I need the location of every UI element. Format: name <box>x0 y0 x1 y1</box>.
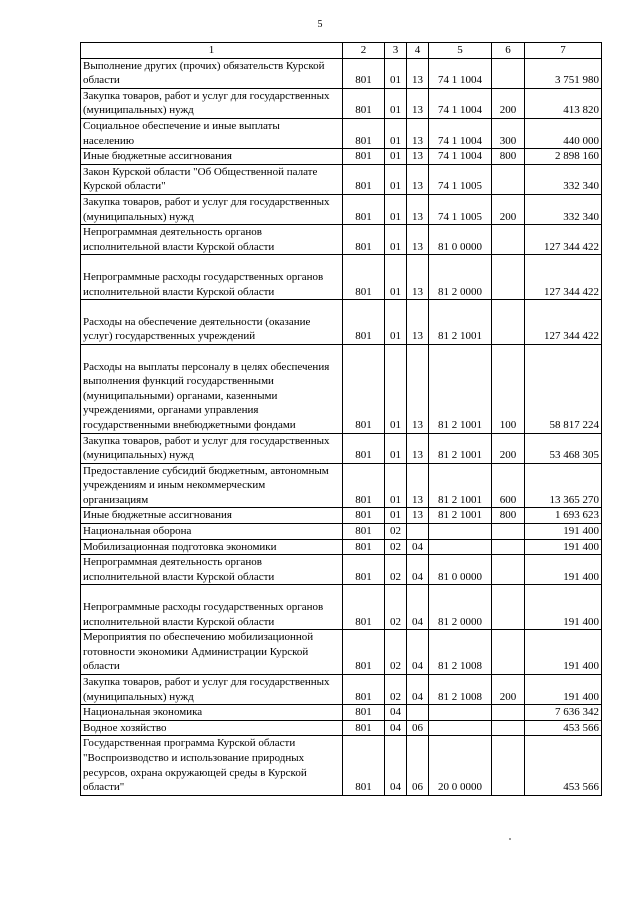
cell-name: Государственная программа Курской области "Воспроизводство и использование природных ресурсов, охрана окружающей среды в Курской области" <box>81 736 343 795</box>
cell-podr: 13 <box>407 300 429 345</box>
cell-ved: 801 <box>343 675 385 705</box>
cell-name: Мероприятия по обеспечению мобилизационной готовности экономики Администрации Курской области <box>81 630 343 675</box>
cell-razd: 04 <box>385 720 407 736</box>
header-cell-csr: 5 <box>429 43 492 59</box>
table-row <box>81 88 602 118</box>
cell-sum: 2 898 160 <box>525 149 602 165</box>
cell-podr: 13 <box>407 88 429 118</box>
cell-name: Расходы на выплаты персоналу в целях обеспечения выполнения функций государственными (муниципальными) органами, казенными учреждениями, органами управления государственными внебюджетными фондами <box>81 344 343 433</box>
cell-csr: 81 2 1001 <box>429 508 492 524</box>
cell-csr: 74 1 1004 <box>429 88 492 118</box>
cell-razd: 01 <box>385 194 407 224</box>
table-row <box>81 433 602 463</box>
cell-vr: 300 <box>492 118 525 148</box>
cell-ved: 801 <box>343 555 385 585</box>
cell-ved: 801 <box>343 539 385 555</box>
cell-sum: 440 000 <box>525 118 602 148</box>
cell-name: Социальное обеспечение и иные выплаты населению <box>81 118 343 148</box>
cell-name: Непрограммная деятельность органов исполнительной власти Курской области <box>81 225 343 255</box>
table-row <box>81 225 602 255</box>
cell-sum: 127 344 422 <box>525 300 602 345</box>
table-row <box>81 720 602 736</box>
cell-vr <box>492 539 525 555</box>
table-row <box>81 255 602 300</box>
cell-vr: 200 <box>492 194 525 224</box>
cell-name: Выполнение других (прочих) обязательств Курской области <box>81 58 343 88</box>
cell-csr: 81 2 1001 <box>429 300 492 345</box>
header-cell-sum: 7 <box>525 43 602 59</box>
header-cell-razd: 3 <box>385 43 407 59</box>
cell-razd: 01 <box>385 88 407 118</box>
cell-vr <box>492 720 525 736</box>
cell-sum: 53 468 305 <box>525 433 602 463</box>
table-row <box>81 508 602 524</box>
cell-podr: 04 <box>407 675 429 705</box>
cell-ved: 801 <box>343 508 385 524</box>
cell-ved: 801 <box>343 225 385 255</box>
cell-razd: 02 <box>385 555 407 585</box>
cell-ved: 801 <box>343 255 385 300</box>
cell-podr: 13 <box>407 58 429 88</box>
cell-podr: 13 <box>407 164 429 194</box>
cell-csr <box>429 539 492 555</box>
cell-csr: 81 2 1001 <box>429 433 492 463</box>
cell-vr <box>492 164 525 194</box>
cell-csr: 74 1 1004 <box>429 118 492 148</box>
cell-vr <box>492 705 525 721</box>
cell-csr: 81 0 0000 <box>429 225 492 255</box>
cell-razd: 02 <box>385 585 407 630</box>
cell-csr: 81 2 1001 <box>429 344 492 433</box>
cell-sum: 58 817 224 <box>525 344 602 433</box>
cell-name: Предоставление субсидий бюджетным, автономным учреждениям и иным некоммерческим организациям <box>81 463 343 508</box>
cell-name: Закупка товаров, работ и услуг для государственных (муниципальных) нужд <box>81 194 343 224</box>
cell-ved: 801 <box>343 300 385 345</box>
header-cell-podr: 4 <box>407 43 429 59</box>
cell-sum: 13 365 270 <box>525 463 602 508</box>
cell-name: Водное хозяйство <box>81 720 343 736</box>
cell-sum: 453 566 <box>525 736 602 795</box>
cell-ved: 801 <box>343 720 385 736</box>
cell-name: Мобилизационная подготовка экономики <box>81 539 343 555</box>
cell-name: Непрограммные расходы государственных органов исполнительной власти Курской области <box>81 255 343 300</box>
cell-podr: 13 <box>407 255 429 300</box>
table-row <box>81 539 602 555</box>
header-cell-ved: 2 <box>343 43 385 59</box>
cell-name: Национальная оборона <box>81 524 343 540</box>
cell-ved: 801 <box>343 344 385 433</box>
header-cell-vr: 6 <box>492 43 525 59</box>
header-row <box>81 43 602 59</box>
cell-ved: 801 <box>343 118 385 148</box>
cell-ved: 801 <box>343 433 385 463</box>
cell-razd: 01 <box>385 164 407 194</box>
cell-podr <box>407 705 429 721</box>
cell-name: Расходы на обеспечение деятельности (оказание услуг) государственных учреждений <box>81 300 343 345</box>
table-row <box>81 194 602 224</box>
cell-podr: 13 <box>407 508 429 524</box>
cell-vr <box>492 585 525 630</box>
cell-vr <box>492 555 525 585</box>
cell-sum: 191 400 <box>525 555 602 585</box>
cell-razd: 01 <box>385 344 407 433</box>
cell-razd: 01 <box>385 433 407 463</box>
cell-vr <box>492 255 525 300</box>
table-row <box>81 585 602 630</box>
cell-vr <box>492 524 525 540</box>
cell-razd: 01 <box>385 149 407 165</box>
cell-razd: 01 <box>385 118 407 148</box>
table-row <box>81 463 602 508</box>
cell-sum: 191 400 <box>525 585 602 630</box>
cell-vr: 200 <box>492 88 525 118</box>
cell-podr: 13 <box>407 433 429 463</box>
cell-csr: 81 2 1008 <box>429 675 492 705</box>
cell-vr <box>492 225 525 255</box>
cell-csr: 74 1 1005 <box>429 164 492 194</box>
cell-vr <box>492 300 525 345</box>
cell-razd: 02 <box>385 675 407 705</box>
cell-csr: 74 1 1005 <box>429 194 492 224</box>
cell-csr: 81 2 0000 <box>429 585 492 630</box>
cell-csr: 81 2 0000 <box>429 255 492 300</box>
cell-podr: 13 <box>407 225 429 255</box>
cell-razd: 01 <box>385 58 407 88</box>
cell-podr: 04 <box>407 555 429 585</box>
cell-name: Закон Курской области "Об Общественной палате Курской области" <box>81 164 343 194</box>
table-body <box>81 58 602 795</box>
table-row <box>81 300 602 345</box>
cell-sum: 1 693 623 <box>525 508 602 524</box>
cell-razd: 01 <box>385 508 407 524</box>
scan-speck <box>509 838 511 840</box>
cell-vr: 800 <box>492 508 525 524</box>
header-cell-name: 1 <box>81 43 343 59</box>
cell-vr <box>492 58 525 88</box>
cell-csr: 74 1 1004 <box>429 149 492 165</box>
cell-sum: 127 344 422 <box>525 225 602 255</box>
table-row <box>81 555 602 585</box>
cell-ved: 801 <box>343 164 385 194</box>
cell-podr: 13 <box>407 194 429 224</box>
cell-sum: 453 566 <box>525 720 602 736</box>
cell-razd: 01 <box>385 255 407 300</box>
table-row <box>81 705 602 721</box>
cell-name: Иные бюджетные ассигнования <box>81 508 343 524</box>
cell-razd: 02 <box>385 524 407 540</box>
cell-podr: 04 <box>407 585 429 630</box>
cell-name: Непрограммные расходы государственных органов исполнительной власти Курской области <box>81 585 343 630</box>
cell-name: Закупка товаров, работ и услуг для государственных (муниципальных) нужд <box>81 88 343 118</box>
cell-vr: 200 <box>492 675 525 705</box>
cell-razd: 04 <box>385 705 407 721</box>
cell-razd: 01 <box>385 463 407 508</box>
cell-sum: 3 751 980 <box>525 58 602 88</box>
cell-vr: 800 <box>492 149 525 165</box>
table-row <box>81 736 602 795</box>
cell-sum: 127 344 422 <box>525 255 602 300</box>
cell-csr <box>429 705 492 721</box>
cell-podr: 13 <box>407 463 429 508</box>
cell-vr <box>492 736 525 795</box>
cell-ved: 801 <box>343 524 385 540</box>
cell-name: Закупка товаров, работ и услуг для государственных (муниципальных) нужд <box>81 433 343 463</box>
table-row <box>81 344 602 433</box>
cell-vr <box>492 630 525 675</box>
cell-razd: 01 <box>385 300 407 345</box>
cell-ved: 801 <box>343 585 385 630</box>
cell-razd: 02 <box>385 539 407 555</box>
cell-ved: 801 <box>343 705 385 721</box>
cell-csr: 81 2 1008 <box>429 630 492 675</box>
cell-sum: 332 340 <box>525 164 602 194</box>
cell-sum: 413 820 <box>525 88 602 118</box>
cell-podr: 13 <box>407 118 429 148</box>
cell-podr: 04 <box>407 630 429 675</box>
cell-sum: 332 340 <box>525 194 602 224</box>
table-row <box>81 630 602 675</box>
table-row <box>81 164 602 194</box>
table-row <box>81 675 602 705</box>
cell-sum: 191 400 <box>525 539 602 555</box>
cell-ved: 801 <box>343 194 385 224</box>
table-row <box>81 118 602 148</box>
cell-sum: 7 636 342 <box>525 705 602 721</box>
cell-ved: 801 <box>343 463 385 508</box>
table-row <box>81 149 602 165</box>
cell-name: Закупка товаров, работ и услуг для государственных (муниципальных) нужд <box>81 675 343 705</box>
cell-csr: 20 0 0000 <box>429 736 492 795</box>
cell-csr: 81 2 1001 <box>429 463 492 508</box>
cell-csr <box>429 720 492 736</box>
cell-csr <box>429 524 492 540</box>
cell-podr: 13 <box>407 149 429 165</box>
cell-name: Национальная экономика <box>81 705 343 721</box>
budget-table <box>80 42 602 796</box>
cell-podr: 13 <box>407 344 429 433</box>
cell-ved: 801 <box>343 630 385 675</box>
cell-vr: 600 <box>492 463 525 508</box>
cell-csr: 81 0 0000 <box>429 555 492 585</box>
cell-name: Иные бюджетные ассигнования <box>81 149 343 165</box>
cell-razd: 02 <box>385 630 407 675</box>
cell-ved: 801 <box>343 149 385 165</box>
table-row <box>81 58 602 88</box>
table-row <box>81 524 602 540</box>
cell-ved: 801 <box>343 736 385 795</box>
cell-razd: 04 <box>385 736 407 795</box>
cell-csr: 74 1 1004 <box>429 58 492 88</box>
cell-vr: 100 <box>492 344 525 433</box>
cell-sum: 191 400 <box>525 524 602 540</box>
cell-vr: 200 <box>492 433 525 463</box>
cell-ved: 801 <box>343 58 385 88</box>
cell-podr <box>407 524 429 540</box>
cell-name: Непрограммная деятельность органов исполнительной власти Курской области <box>81 555 343 585</box>
page-number: 5 <box>317 19 323 30</box>
cell-podr: 04 <box>407 539 429 555</box>
cell-razd: 01 <box>385 225 407 255</box>
cell-sum: 191 400 <box>525 630 602 675</box>
cell-podr: 06 <box>407 720 429 736</box>
cell-sum: 191 400 <box>525 675 602 705</box>
cell-ved: 801 <box>343 88 385 118</box>
cell-podr: 06 <box>407 736 429 795</box>
